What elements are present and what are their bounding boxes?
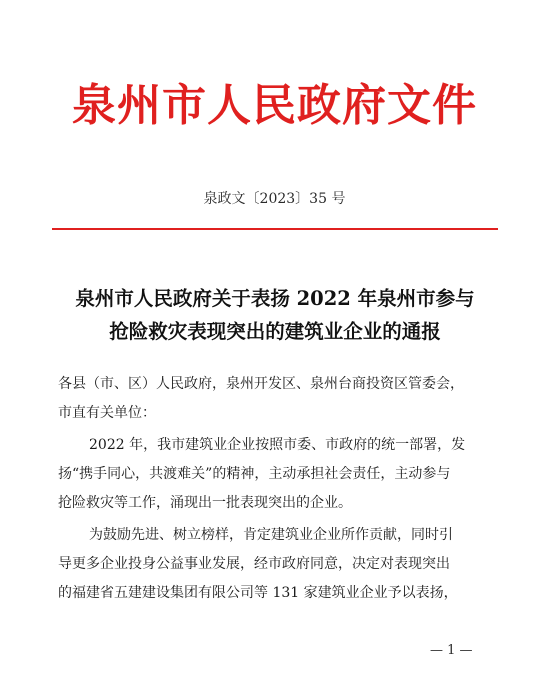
document-masthead: 泉州市人民政府文件 [72, 80, 477, 131]
paragraph-1-line-1: 2022 年，我市建筑业企业按照市委、市政府的统一部署，发 [89, 437, 466, 453]
addressee-line-2: 市直有关单位： [58, 405, 156, 421]
paragraph-1-line-2: 扬“携手同心，共渡难关”的精神，主动承担社会责任，主动参与 [58, 466, 451, 482]
paragraph-2-line-3: 的福建省五建建设集团有限公司等 131 家建筑业企业予以表扬， [58, 585, 458, 601]
notice-title-line-2: 抢险救灾表现突出的建筑业企业的通报 [109, 320, 441, 343]
red-divider-line [52, 228, 498, 230]
document-number: 泉政文〔2023〕35 号 [203, 191, 346, 207]
notice-body [58, 370, 503, 608]
notice-title-line-1: 泉州市人民政府关于表扬 2022 年泉州市参与 [75, 287, 475, 310]
addressee-line-1: 各县（市、区）人民政府，泉州开发区、泉州台商投资区管委会， [58, 376, 464, 392]
paragraph-2-line-2: 导更多企业投身公益事业发展，经市政府同意，决定对表现突出 [58, 556, 450, 572]
paragraph-2-line-1: 为鼓励先进、树立榜样，肯定建筑业企业所作贡献，同时引 [89, 527, 453, 543]
notice-title [40, 282, 510, 348]
page-number: — 1 — [430, 643, 473, 658]
paragraph-1-line-3: 抢险救灾等工作，涌现出一批表现突出的企业。 [58, 495, 352, 511]
